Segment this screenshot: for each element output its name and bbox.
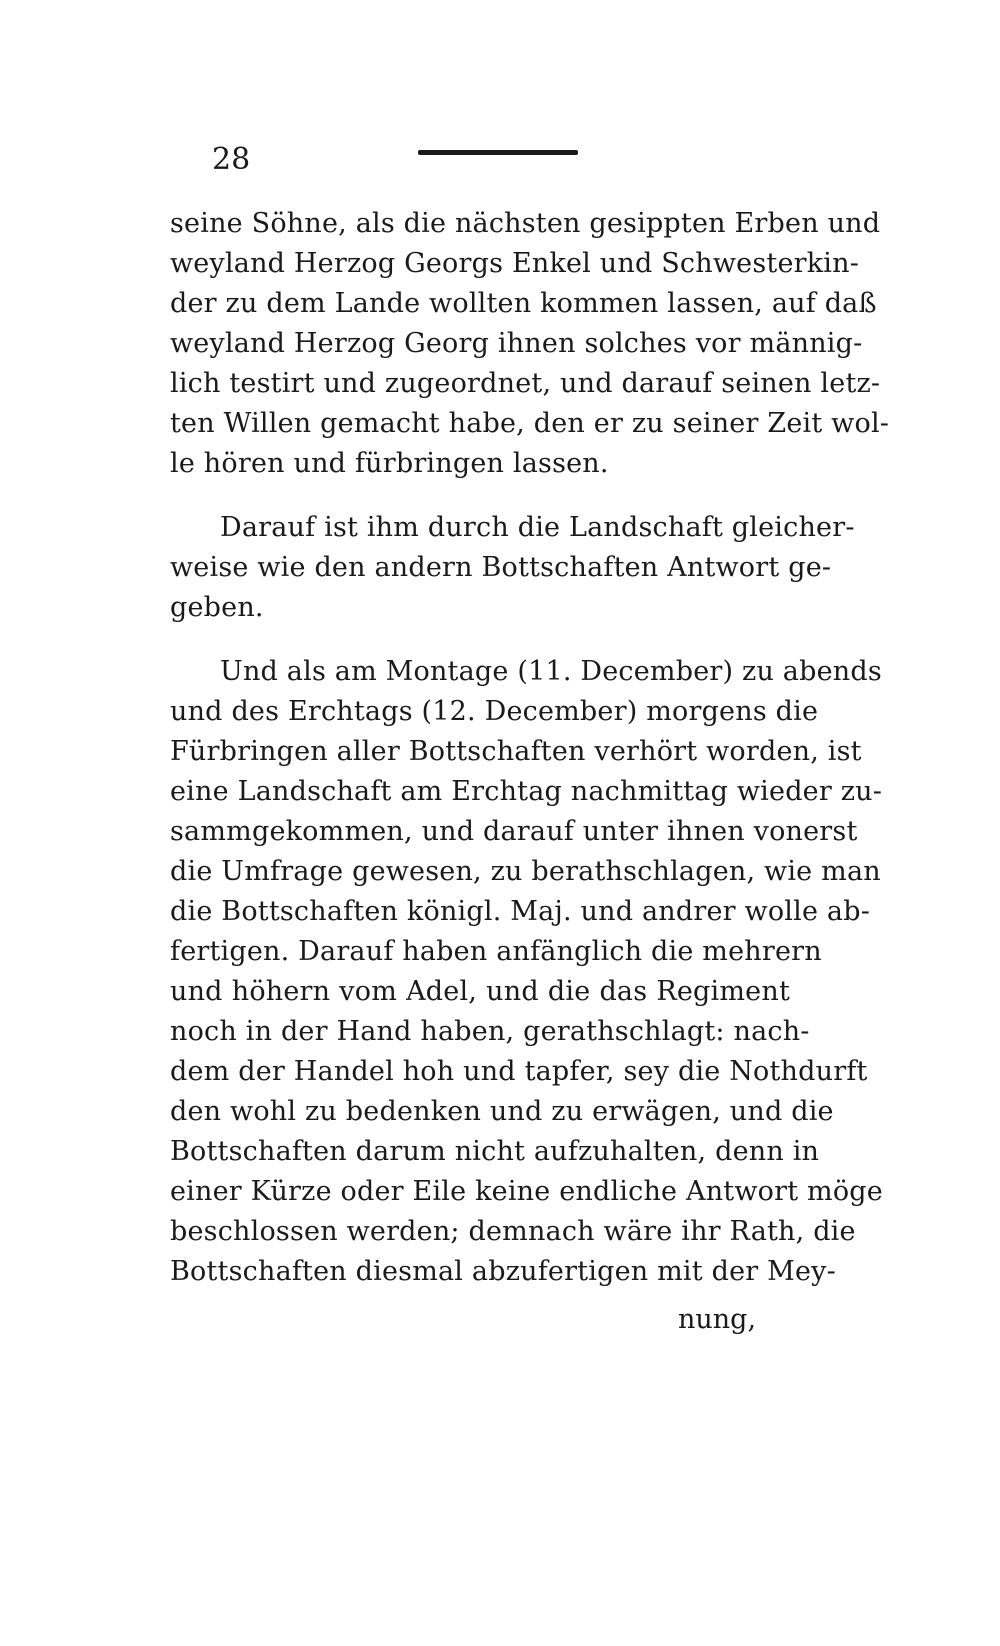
text-line: die Umfrage gewesen, zu berathschlagen, wie man [170,856,881,887]
text-line: weyland Herzog Georg ihnen solches vor männig- [170,328,863,359]
text-line: beschlossen werden; demnach wäre ihr Rath, die [170,1216,856,1247]
text-line: weyland Herzog Georgs Enkel und Schwesterkin- [170,248,860,279]
text-line: der zu dem Lande wollten kommen lassen, auf daß [170,288,877,319]
text-line: Fürbringen aller Bottschaften verhört worden, ist [170,736,862,767]
paragraph-3 [170,652,883,1292]
text-line: lich testirt und zugeordnet, und darauf seinen letz- [170,368,881,399]
text-line: noch in der Hand haben, gerathschlagt: nach- [170,1016,810,1047]
page-header [212,140,802,180]
text-line: le hören und fürbringen lassen. [170,448,609,479]
page-number: 28 [212,142,251,177]
text-line: weise wie den andern Bottschaften Antwort ge- [170,552,832,583]
paragraph-1 [170,204,890,484]
catchword: nung, [678,1304,757,1335]
text-line: Und als am Montage (11. December) zu abends [220,656,882,687]
text-line: einer Kürze oder Eile keine endliche Antwort möge [170,1176,883,1207]
text-line: Bottschaften diesmal abzufertigen mit der Mey- [170,1256,836,1287]
text-line: Bottschaften darum nicht aufzuhalten, denn in [170,1136,820,1167]
text-line: und höhern vom Adel, und die das Regiment [170,976,790,1007]
paragraph-2 [170,508,855,628]
text-line: geben. [170,592,264,623]
text-line: den wohl zu bedenken und zu erwägen, und die [170,1096,834,1127]
text-line: und des Erchtags (12. December) morgens die [170,696,819,727]
text-line: die Bottschaften königl. Maj. und andrer wolle ab- [170,896,871,927]
text-line: dem der Handel hoh und tapfer, sey die Nothdurft [170,1056,868,1087]
header-rule [418,150,578,155]
text-line: seine Söhne, als die nächsten gesippten Erben und [170,208,881,239]
text-line: eine Landschaft am Erchtag nachmittag wieder zu- [170,776,883,807]
text-line: fertigen. Darauf haben anfänglich die mehrern [170,936,822,967]
text-line: ten Willen gemacht habe, den er zu seiner Zeit wol- [170,408,890,439]
text-line: Darauf ist ihm durch die Landschaft gleicher- [220,512,855,543]
text-line: sammgekommen, und darauf unter ihnen vonerst [170,816,858,847]
